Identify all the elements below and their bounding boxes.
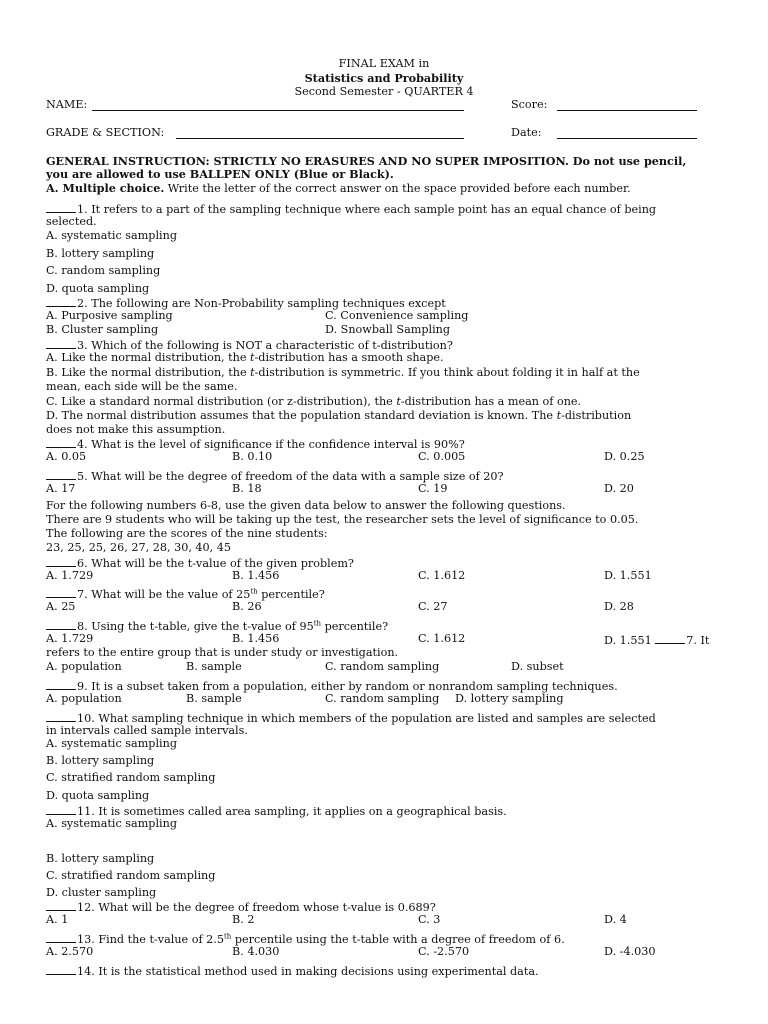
choice-d: D. subset xyxy=(511,660,564,673)
choice-b: B. lottery sampling xyxy=(46,754,155,767)
question-8: 8. Using the t-table, give the t-value of 95th percentile? xyxy=(46,618,388,634)
choice-c: C. stratified random sampling xyxy=(46,869,216,882)
choice-a: A. systematic sampling xyxy=(46,817,177,830)
choice-b: B. 1.456 xyxy=(232,569,280,582)
question-text: 4. What is the level of significance if the confidence interval is 90%? xyxy=(77,438,465,451)
question-1 xyxy=(46,201,656,217)
choice-a: A. 1.729 xyxy=(46,632,94,645)
choice-a: A. systematic sampling xyxy=(46,229,177,242)
choice-b: B. lottery sampling xyxy=(46,852,155,865)
choice-c: C. -2.570 xyxy=(418,945,470,958)
choice-d: D. The normal distribution assumes that the population standard deviation is known. The t-distribution xyxy=(46,409,632,422)
given-intro: For the following numbers 6-8, use the given data below to answer the following questions. xyxy=(46,499,566,512)
given-scores: 23, 25, 25, 26, 27, 28, 30, 40, 45 xyxy=(46,541,232,554)
choice-c: C. random sampling xyxy=(325,692,440,705)
question-13: 13. Find the t-value of 2.5th percentile using the t-table with a degree of freedom of 6. xyxy=(46,931,565,947)
general-instruction: GENERAL INSTRUCTION: STRICTLY NO ERASURES AND NO SUPER IMPOSITION. Do not use pencil, xyxy=(46,154,687,168)
choice-a: A. systematic sampling xyxy=(46,737,177,750)
question-text: 8. Using the t-table, give the t-value of 95 xyxy=(77,620,314,633)
date-label: Date: xyxy=(511,126,542,139)
choice-b-cont: mean, each side will be the same. xyxy=(46,380,238,393)
choice-d: D. 1.551 xyxy=(604,569,652,582)
answer-blank xyxy=(46,899,76,911)
choice-d: D. quota sampling xyxy=(46,789,150,802)
question-text: 1. It refers to a part of the sampling technique where each sample point has an equal chance of being xyxy=(77,203,657,216)
part-a-label: A. Multiple choice. xyxy=(46,181,165,195)
answer-blank xyxy=(46,436,76,448)
choice-a: A. population xyxy=(46,692,122,705)
choice-b: B. 1.456 xyxy=(232,632,280,645)
choice-c: C. 19 xyxy=(418,482,448,495)
choice-b: B. 0.10 xyxy=(232,450,273,463)
answer-blank xyxy=(655,632,685,644)
choice-b: B. Like the normal distribution, the t-distribution is symmetric. If you think about folding it in half at the xyxy=(46,366,640,379)
question-text: 13. Find the t-value of 2.5 xyxy=(77,933,224,946)
score-line xyxy=(557,110,697,111)
question-text: 14. It is the statistical method used in making decisions using experimental data. xyxy=(77,965,539,978)
choice-a: A. 1.729 xyxy=(46,569,94,582)
choice-d: D. lottery sampling xyxy=(455,692,564,705)
score-label: Score: xyxy=(511,98,548,111)
answer-blank xyxy=(46,337,76,349)
choice-d: D. -4.030 xyxy=(604,945,656,958)
question-text: 10. What sampling technique in which members of the population are listed and samples are selected xyxy=(77,712,656,725)
semester-line: Second Semester - QUARTER 4 xyxy=(294,85,474,98)
choice-d: D. 1.551 7. It xyxy=(604,634,710,647)
choice-d: D. 20 xyxy=(604,482,634,495)
choice-b: B. 4.030 xyxy=(232,945,280,958)
choice-c: C. Like a standard normal distribution (or z-distribution), the t-distribution has a mean of one. xyxy=(46,395,582,408)
choice-a: A. Purposive sampling xyxy=(46,309,173,322)
choice-b: B. sample xyxy=(186,660,242,673)
choice-a: A. 1 xyxy=(46,913,69,926)
choice-c: C. Convenience sampling xyxy=(325,309,469,322)
question-text: 3. Which of the following is NOT a characteristic of t-distribution? xyxy=(77,339,453,352)
choice-c: C. 1.612 xyxy=(418,569,466,582)
question-text: 6. What will be the t-value of the given problem? xyxy=(77,557,354,570)
subject-title: Statistics and Probability xyxy=(304,71,464,85)
choice-b: B. 2 xyxy=(232,913,255,926)
choice-b: B. lottery sampling xyxy=(46,247,155,260)
choice-c: C. 0.005 xyxy=(418,450,466,463)
choice-d-cont: does not make this assumption. xyxy=(46,423,226,436)
choice-a: A. 25 xyxy=(46,600,76,613)
choice-b: B. 26 xyxy=(232,600,262,613)
question-1-cont: selected. xyxy=(46,215,97,228)
question-text: 9. It is a subset taken from a population, either by random or nonrandom sampling techniques. xyxy=(77,680,618,693)
choice-c: C. random sampling xyxy=(325,660,440,673)
choice-b: B. 18 xyxy=(232,482,262,495)
name-line xyxy=(92,110,464,111)
choice-c: C. random sampling xyxy=(46,264,161,277)
answer-blank xyxy=(46,618,76,630)
question-text: 2. The following are Non-Probability sampling techniques except xyxy=(77,297,446,310)
answer-blank xyxy=(46,710,76,722)
given-scores-label: The following are the scores of the nine students: xyxy=(46,527,328,540)
choice-d: D. 4 xyxy=(604,913,627,926)
choice-c: C. 3 xyxy=(418,913,441,926)
answer-blank xyxy=(46,963,76,975)
question-14 xyxy=(46,963,539,979)
choice-a: A. 0.05 xyxy=(46,450,87,463)
question-text: 5. What will be the degree of freedom of the data with a sample size of 20? xyxy=(77,470,504,483)
choice-a: A. 17 xyxy=(46,482,76,495)
answer-blank xyxy=(46,555,76,567)
question-cont: refers to the entire group that is under study or investigation. xyxy=(46,646,399,659)
answer-blank xyxy=(46,586,76,598)
choice-d: D. Snowball Sampling xyxy=(325,323,451,336)
answer-blank xyxy=(46,468,76,480)
choice-c: C. 1.612 xyxy=(418,632,466,645)
choice-d: D. 0.25 xyxy=(604,450,645,463)
part-a-heading xyxy=(46,181,631,196)
choice-d: D. cluster sampling xyxy=(46,886,157,899)
choice-c: C. stratified random sampling xyxy=(46,771,216,784)
answer-blank xyxy=(46,678,76,690)
choice-b: B. Cluster sampling xyxy=(46,323,159,336)
choice-b: B. sample xyxy=(186,692,242,705)
name-label: NAME: xyxy=(46,98,88,111)
given-problem: There are 9 students who will be taking up the test, the researcher sets the level of significance to 0.05. xyxy=(46,513,639,526)
choice-a: A. Like the normal distribution, the t-distribution has a smooth shape. xyxy=(46,351,444,364)
answer-blank xyxy=(46,803,76,815)
answer-blank xyxy=(46,931,76,943)
date-line xyxy=(557,138,697,139)
choice-c: C. 27 xyxy=(418,600,448,613)
part-a-text: Write the letter of the correct answer on the space provided before each number. xyxy=(164,182,631,195)
question-10-cont: in intervals called sample intervals. xyxy=(46,724,248,737)
answer-blank xyxy=(46,201,76,213)
answer-blank xyxy=(46,295,76,307)
choice-a: A. population xyxy=(46,660,122,673)
question-text: 7. What will be the value of 25 xyxy=(77,588,251,601)
grade-section-label: GRADE & SECTION: xyxy=(46,126,165,139)
choice-a: A. 2.570 xyxy=(46,945,94,958)
general-instruction-cont: you are allowed to use BALLPEN ONLY (Blue or Black). xyxy=(46,167,394,181)
choice-d: D. quota sampling xyxy=(46,282,150,295)
grade-section-line xyxy=(176,138,464,139)
question-text: 11. It is sometimes called area sampling, it applies on a geographical basis. xyxy=(77,805,507,818)
question-7: 7. What will be the value of 25th percentile? xyxy=(46,586,325,602)
exam-title: FINAL EXAM in xyxy=(338,57,430,70)
question-text: 12. What will be the degree of freedom whose t-value is 0.689? xyxy=(77,901,436,914)
choice-d: D. 28 xyxy=(604,600,634,613)
